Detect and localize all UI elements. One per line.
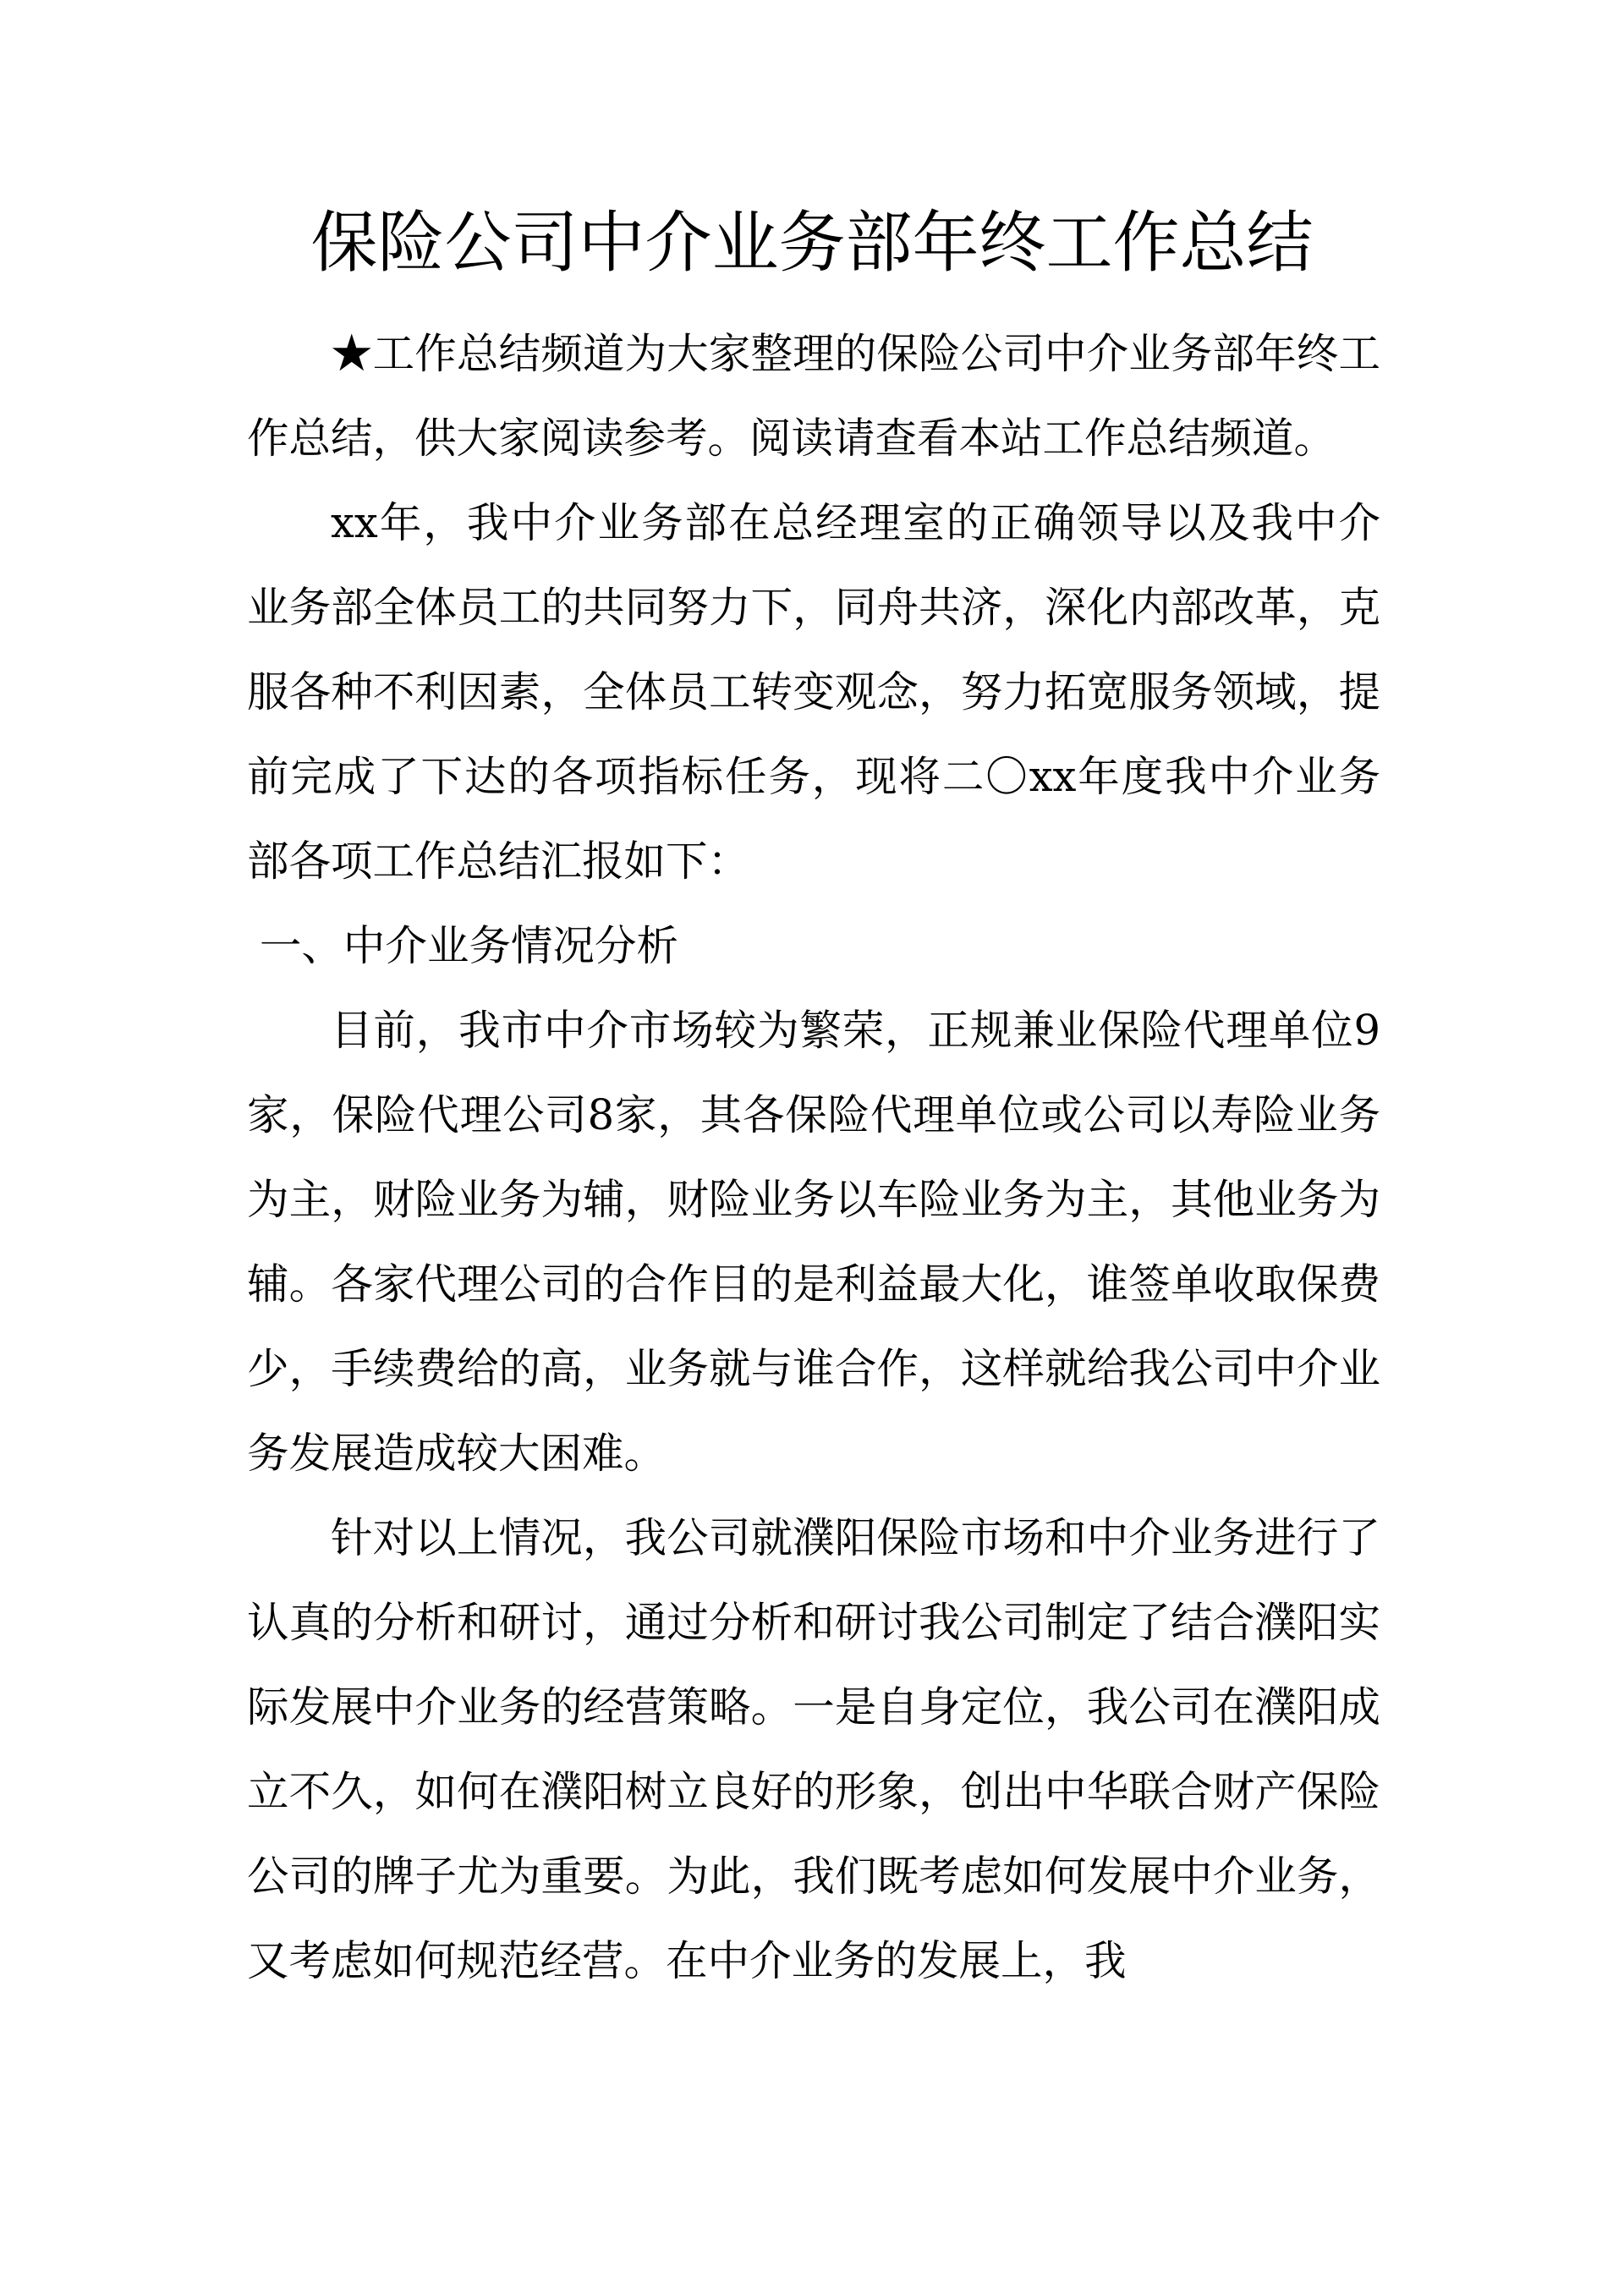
intro-paragraph: ★工作总结频道为大家整理的保险公司中介业务部年终工作总结，供大家阅读参考。阅读请查看本站工作总结频道。 — [247, 329, 1380, 463]
section-heading: 一、中介业务情况分析 — [259, 921, 678, 970]
document-body — [247, 311, 1380, 2003]
document-title: 保险公司中介业务部年终工作总结 — [310, 204, 1314, 282]
strategy-paragraph: 针对以上情况，我公司就濮阳保险市场和中介业务进行了认真的分析和研讨，通过分析和研讨我公司制定了结合濮阳实际发展中介业务的经营策略。一是自身定位，我公司在濮阳成立不久，如何在濮阳树立良好的形象，创出中华联合财产保险公司的牌子尤为重要。为此，我们既考虑如何发展中介业务，又考虑如何规范经营。在中介业务的发展上，我 — [247, 1513, 1380, 1985]
summary-paragraph: xx年，我中介业务部在总经理室的正确领导以及我中介业务部全体员工的共同努力下，同舟共济，深化内部改革，克服各种不利因素，全体员工转变观念，努力拓宽服务领域，提前完成了下达的各项指标任务，现将二〇xx年度我中介业务部各项工作总结汇报如下： — [247, 498, 1380, 886]
market-analysis-paragraph: 目前，我市中介市场较为繁荣，正规兼业保险代理单位9家，保险代理公司8家，其各保险代理单位或公司以寿险业务为主，财险业务为辅，财险业务以车险业务为主，其他业务为辅。各家代理公司的合作目的是利益最大化，谁签单收取保费少，手续费给的高，业务就与谁合作，这样就给我公司中介业务发展造成较大困难。 — [247, 1006, 1380, 1478]
